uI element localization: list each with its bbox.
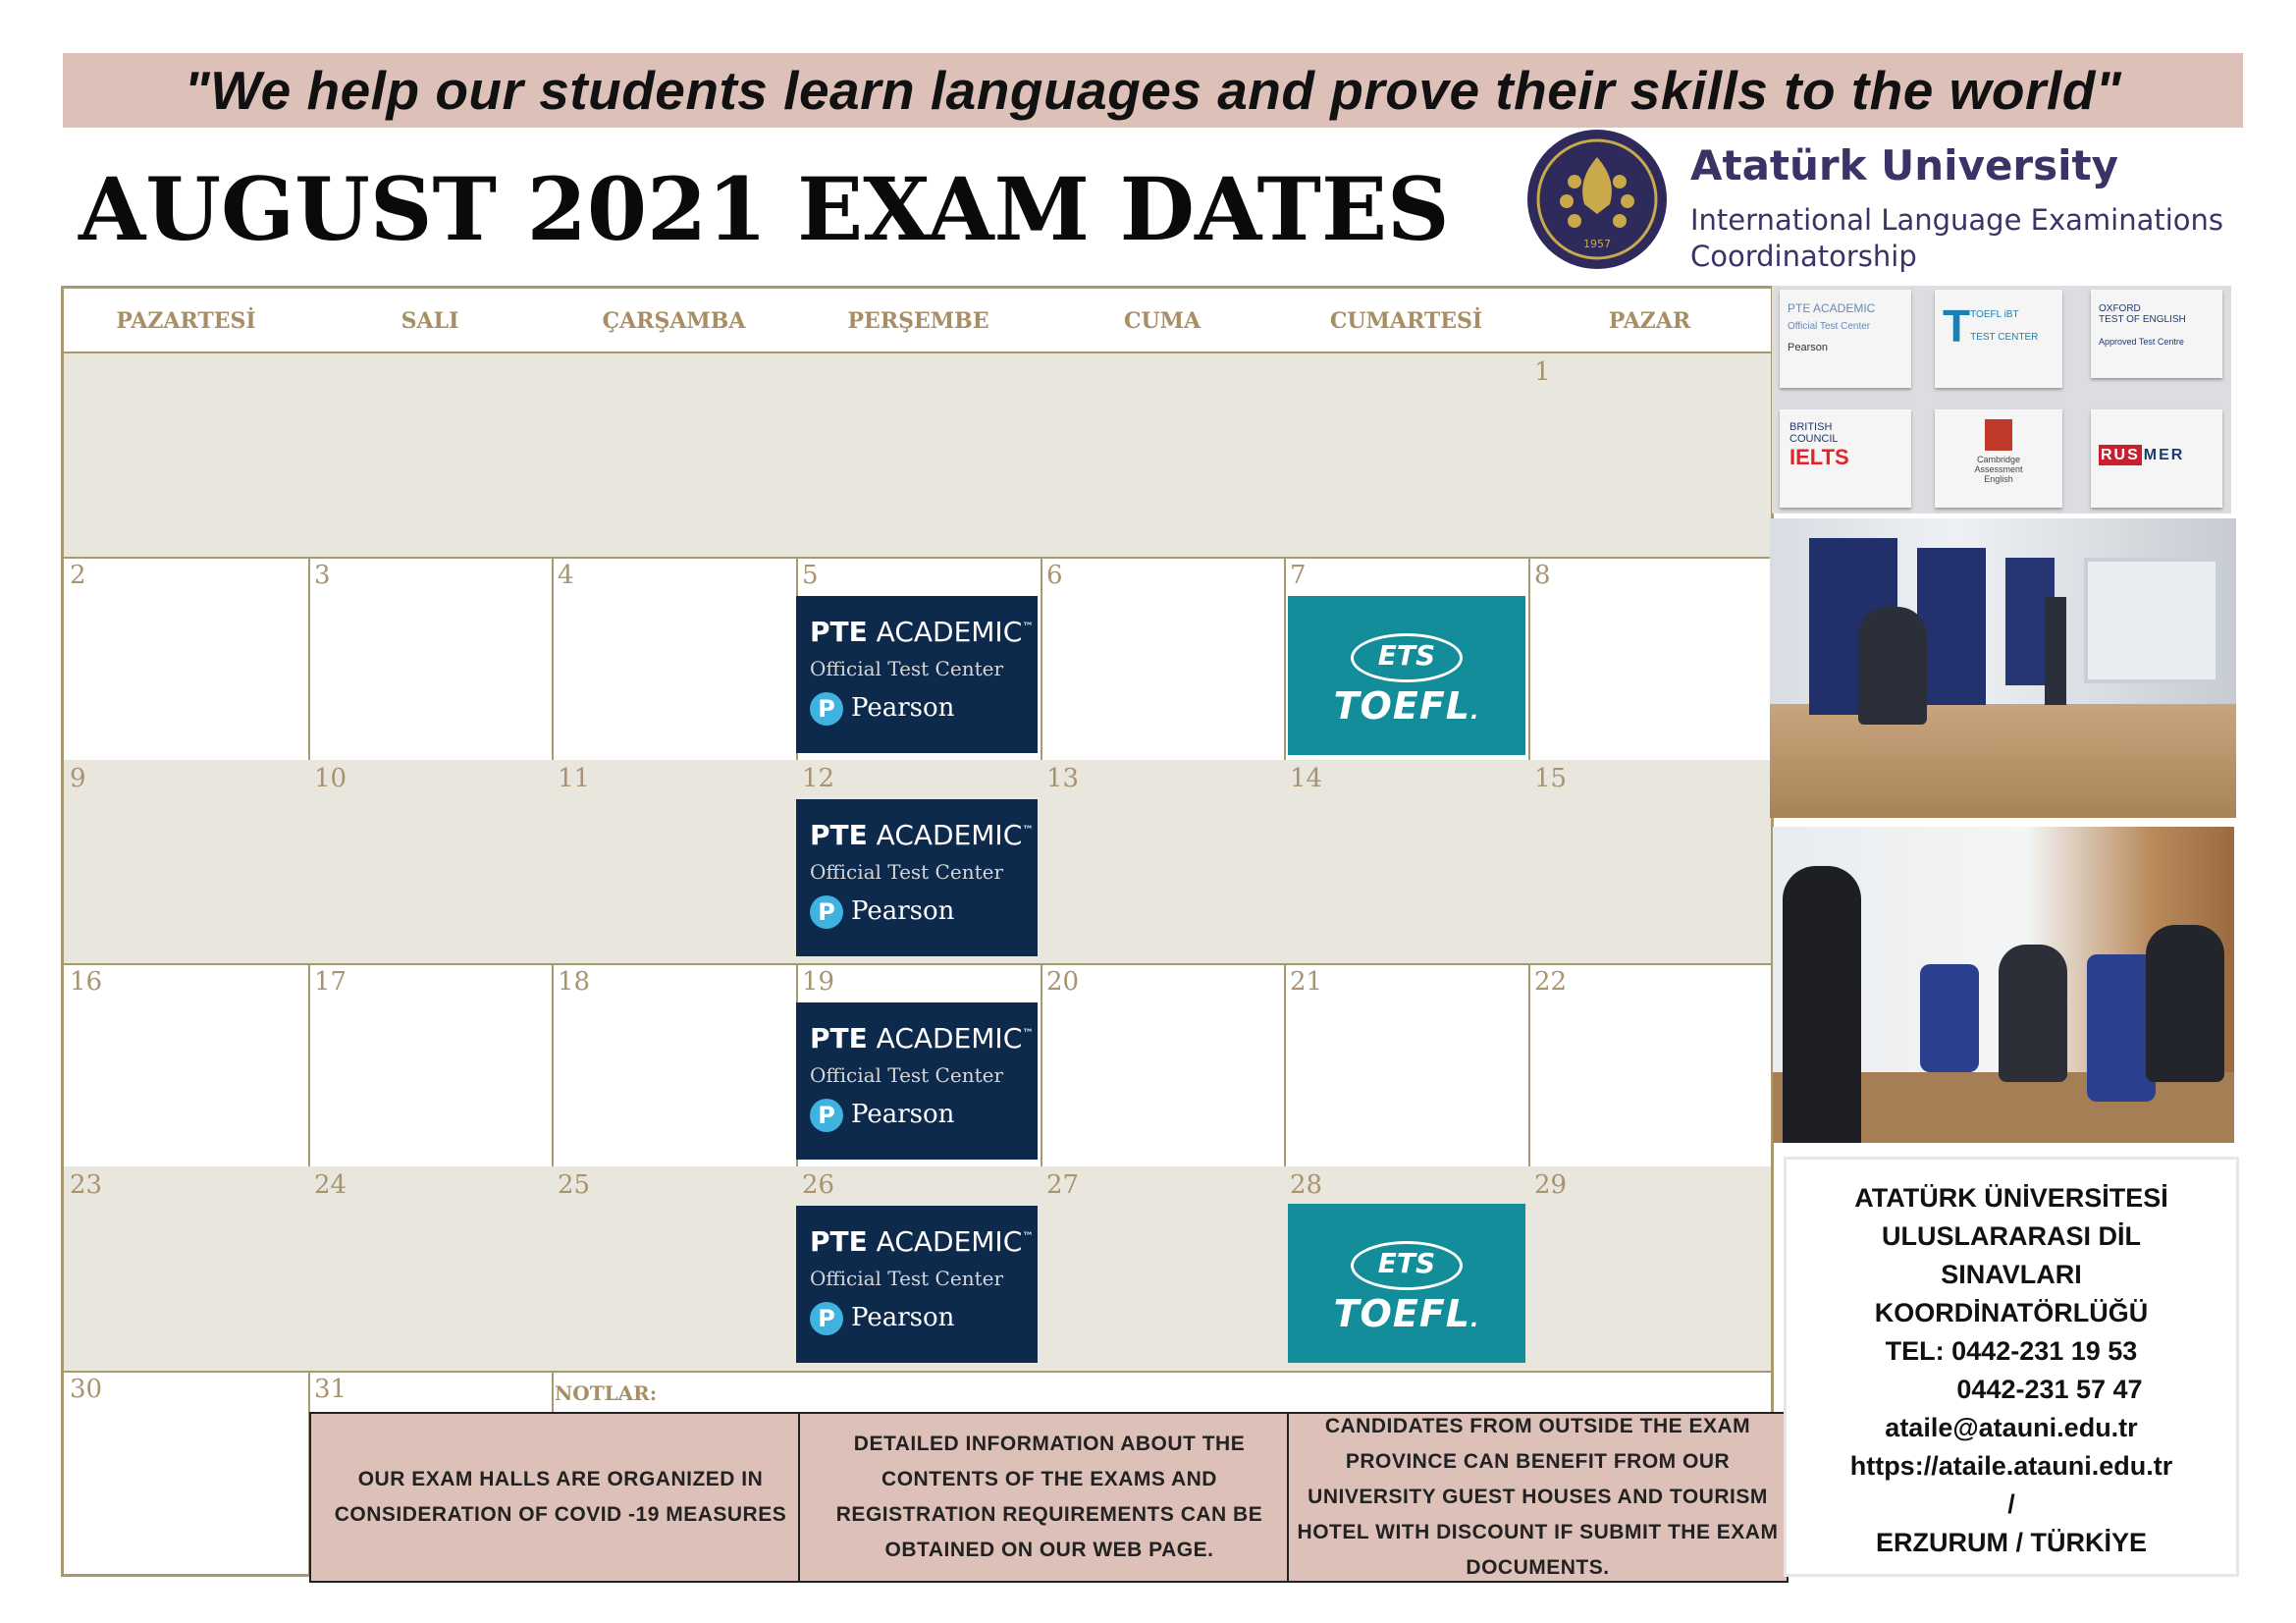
pte-plate-line2: Official Test Center	[1788, 321, 1871, 332]
cambridge-plate-line3: English	[1984, 474, 2013, 484]
waiting-room-photo	[1773, 827, 2234, 1143]
day-cell	[1528, 1166, 1771, 1373]
pte-company: Pearson	[851, 896, 955, 926]
pte-product: ACADEMIC	[876, 1022, 1023, 1055]
weekday-header: SALI	[400, 308, 459, 334]
cambridge-shield-icon	[1985, 419, 2012, 451]
empty-day-cell	[552, 353, 798, 559]
pte-pearson-line	[810, 1302, 954, 1335]
pte-official-line: Official Test Center	[810, 657, 1004, 680]
contact-tel1: TEL: 0442-231 19 53	[1885, 1336, 2138, 1366]
contact-line2: ULUSLARARASI DİL	[1882, 1221, 2141, 1251]
pte-official-line: Official Test Center	[810, 1267, 1004, 1290]
weekday-header: PAZAR	[1608, 308, 1691, 334]
pte-company: Pearson	[851, 693, 955, 723]
day-cell	[64, 1371, 310, 1574]
contact-website[interactable]: https://ataile.atauni.edu.tr	[1849, 1451, 2173, 1481]
day-number: 25	[558, 1170, 591, 1200]
day-cell	[552, 557, 798, 762]
day-cell	[1284, 963, 1530, 1168]
day-number: 30	[70, 1375, 103, 1404]
pearson-p-icon: P	[810, 692, 843, 726]
exam-calendar	[61, 286, 1779, 1579]
day-cell	[552, 1166, 798, 1373]
cambridge-plate-line2: Assessment	[1974, 464, 2023, 474]
day-cell	[1041, 1166, 1286, 1373]
notes-label: NOTLAR:	[555, 1381, 658, 1405]
note-covid: OUR EXAM HALLS ARE ORGANIZED IN CONSIDERATION OF COVID -19 MEASURES	[309, 1412, 812, 1583]
day-cell	[1284, 1166, 1530, 1373]
pte-exam-badge	[796, 1002, 1038, 1160]
contact-email[interactable]: ataile@atauni.edu.tr	[1885, 1413, 2138, 1442]
empty-day-cell	[1284, 353, 1530, 559]
day-cell	[1528, 760, 1771, 965]
day-number: 31	[314, 1375, 347, 1404]
pte-product: ACADEMIC	[876, 819, 1023, 851]
partner-logos-photo	[1772, 286, 2231, 514]
pte-title	[810, 616, 1034, 648]
pte-tm: ™	[1022, 1229, 1035, 1244]
contact-line3: SINAVLARI	[1941, 1260, 2082, 1289]
day-number: 15	[1534, 764, 1568, 793]
pte-official-line: Official Test Center	[810, 1063, 1004, 1087]
day-number: 9	[70, 764, 86, 793]
pte-product: ACADEMIC	[876, 616, 1023, 648]
contact-tel2: 0442-231 57 47	[1956, 1375, 2143, 1404]
pte-company: Pearson	[851, 1100, 955, 1129]
university-seal-icon	[1525, 128, 1669, 271]
ielts-plate-line2: COUNCIL	[1789, 433, 1839, 445]
pearson-p-icon: P	[810, 895, 843, 929]
day-cell	[552, 760, 798, 965]
pte-plate-line1: PTE ACADEMIC	[1788, 301, 1876, 315]
day-cell	[64, 1166, 310, 1373]
pte-pearson-line	[810, 895, 954, 929]
day-number: 18	[558, 967, 591, 997]
toefl-ibt-plate-line2: TEST CENTER	[1970, 332, 2039, 343]
weekday-header: PAZARTESİ	[116, 308, 256, 334]
day-number: 17	[314, 967, 347, 997]
pte-pearson-line	[810, 692, 954, 726]
contact-line1: ATATÜRK ÜNİVERSİTESİ	[1854, 1183, 2168, 1213]
university-subtitle	[1690, 202, 2223, 275]
day-number: 26	[802, 1170, 835, 1200]
oxford-plate-line2: TEST OF ENGLISH	[2099, 314, 2186, 325]
day-cell	[1041, 557, 1286, 762]
university-logo	[1522, 126, 2268, 273]
ielts-plate-line3: IELTS	[1789, 445, 1849, 469]
day-cell	[1528, 353, 1771, 559]
note-guest-houses: CANDIDATES FROM OUTSIDE THE EXAM PROVINCE CAN BENEFIT FROM OUR UNIVERSITY GUEST HOUSES AND TOURISM HOTEL WITH DISCOUNT IF SUBMIT THE EXAM DOCUMENTS.	[1287, 1412, 1789, 1583]
day-cell	[796, 557, 1042, 762]
day-number: 4	[558, 561, 574, 590]
day-number: 16	[70, 967, 103, 997]
university-name: Atatürk University	[1690, 141, 2118, 189]
contact-city: ERZURUM / TÜRKİYE	[1876, 1528, 2147, 1557]
seal-year: 1957	[1583, 238, 1611, 250]
toefl-reg: .	[1470, 1308, 1480, 1332]
day-number: 2	[70, 561, 86, 590]
day-number: 22	[1534, 967, 1568, 997]
day-number: 20	[1046, 967, 1080, 997]
day-number: 7	[1290, 561, 1307, 590]
oxford-plate-line1: OXFORD	[2099, 303, 2141, 314]
day-cell	[64, 760, 310, 965]
day-cell	[1528, 963, 1771, 1168]
day-number: 28	[1290, 1170, 1323, 1200]
toefl-ibt-logo-plate	[1935, 290, 2062, 388]
day-number: 6	[1046, 561, 1063, 590]
day-cell	[552, 963, 798, 1168]
pte-brand: PTE	[810, 1225, 868, 1258]
notes-top-border	[552, 1371, 1771, 1373]
empty-day-cell	[796, 353, 1042, 559]
toefl-exam-badge	[1288, 596, 1525, 755]
empty-day-cell	[1041, 353, 1286, 559]
rusmer-right: MER	[2143, 447, 2185, 463]
day-cell	[64, 557, 310, 762]
pte-product: ACADEMIC	[876, 1225, 1023, 1258]
pte-exam-badge	[796, 596, 1038, 753]
day-cell	[1284, 760, 1530, 965]
toefl-wordmark	[1288, 684, 1525, 728]
day-cell	[796, 1166, 1042, 1373]
pte-exam-badge	[796, 1206, 1038, 1363]
day-number: 1	[1534, 357, 1551, 387]
contact-box	[1784, 1157, 2239, 1577]
day-cell	[308, 963, 554, 1168]
contact-slash: /	[2007, 1489, 2015, 1519]
day-cell	[1284, 557, 1530, 762]
pte-company: Pearson	[851, 1303, 955, 1332]
empty-day-cell	[64, 353, 310, 559]
contact-line4: KOORDİNATÖRLÜĞÜ	[1874, 1298, 2149, 1327]
day-number: 27	[1046, 1170, 1080, 1200]
weekday-header: CUMA	[1123, 308, 1201, 334]
toefl-name: TOEFL	[1333, 1292, 1470, 1335]
day-number: 29	[1534, 1170, 1568, 1200]
ielts-plate-line1: BRITISH	[1789, 421, 1833, 433]
day-number: 24	[314, 1170, 347, 1200]
pte-title	[810, 819, 1034, 851]
weekday-header: PERŞEMBE	[847, 308, 989, 334]
day-number: 5	[802, 561, 819, 590]
day-cell	[1041, 760, 1286, 965]
weekday-header: ÇARŞAMBA	[602, 308, 746, 334]
cambridge-logo-plate	[1935, 409, 2062, 508]
pte-plate-line3: Pearson	[1788, 342, 1828, 353]
day-cell	[308, 557, 554, 762]
toefl-exam-badge	[1288, 1204, 1525, 1363]
page-title: AUGUST 2021 EXAM DATES	[79, 158, 1450, 260]
day-cell	[308, 1166, 554, 1373]
day-cell	[1041, 963, 1286, 1168]
pte-brand: PTE	[810, 1022, 868, 1055]
university-subtitle-line1: International Language Examinations	[1690, 203, 2224, 237]
day-number: 11	[558, 764, 591, 793]
day-cell	[64, 963, 310, 1168]
pte-logo-plate	[1780, 290, 1911, 388]
day-number: 13	[1046, 764, 1080, 793]
ielts-logo-plate	[1780, 409, 1911, 508]
toefl-reg: .	[1470, 700, 1480, 725]
ets-icon: ETS	[1351, 633, 1463, 682]
note-web-info: DETAILED INFORMATION ABOUT THE CONTENTS OF THE EXAMS AND REGISTRATION REQUIREMENTS CAN BE OBTAINED ON OUR WEB PAGE.	[798, 1412, 1301, 1583]
ets-icon: ETS	[1351, 1241, 1463, 1290]
pte-tm: ™	[1022, 1026, 1035, 1041]
pte-tm: ™	[1022, 620, 1035, 634]
toefl-t-icon: T	[1943, 300, 1971, 352]
day-cell	[1528, 557, 1771, 762]
pte-tm: ™	[1022, 823, 1035, 838]
day-cell	[308, 760, 554, 965]
day-number: 23	[70, 1170, 103, 1200]
toefl-ibt-plate-line1: TOEFL iBT	[1970, 309, 2019, 320]
university-subtitle-line2: Coordinatorship	[1690, 240, 1917, 273]
day-number: 21	[1290, 967, 1323, 997]
pte-title	[810, 1022, 1034, 1055]
pearson-p-icon: P	[810, 1302, 843, 1335]
oxford-logo-plate	[2091, 290, 2222, 378]
day-number: 8	[1534, 561, 1551, 590]
day-number: 19	[802, 967, 835, 997]
rusmer-left: RUS	[2101, 447, 2140, 463]
pte-title	[810, 1225, 1034, 1258]
slogan-banner: "We help our students learn languages and prove their skills to the world"	[63, 53, 2243, 128]
pearson-p-icon: P	[810, 1099, 843, 1132]
pte-brand: PTE	[810, 616, 868, 648]
pte-brand: PTE	[810, 819, 868, 851]
pte-official-line: Official Test Center	[810, 860, 1004, 884]
empty-day-cell	[308, 353, 554, 559]
day-number: 3	[314, 561, 331, 590]
day-cell	[796, 963, 1042, 1168]
day-number: 10	[314, 764, 347, 793]
exam-room-photo	[1770, 518, 2236, 818]
toefl-wordmark	[1288, 1292, 1525, 1335]
oxford-plate-line3: Approved Test Centre	[2099, 337, 2184, 347]
rusmer-logo-plate	[2091, 409, 2222, 508]
toefl-name: TOEFL	[1333, 684, 1470, 728]
day-number: 12	[802, 764, 835, 793]
day-number: 14	[1290, 764, 1323, 793]
cambridge-plate-line1: Cambridge	[1976, 455, 2021, 464]
day-cell	[796, 760, 1042, 965]
weekday-header: CUMARTESİ	[1329, 308, 1483, 334]
pte-pearson-line	[810, 1099, 954, 1132]
pte-exam-badge	[796, 799, 1038, 956]
